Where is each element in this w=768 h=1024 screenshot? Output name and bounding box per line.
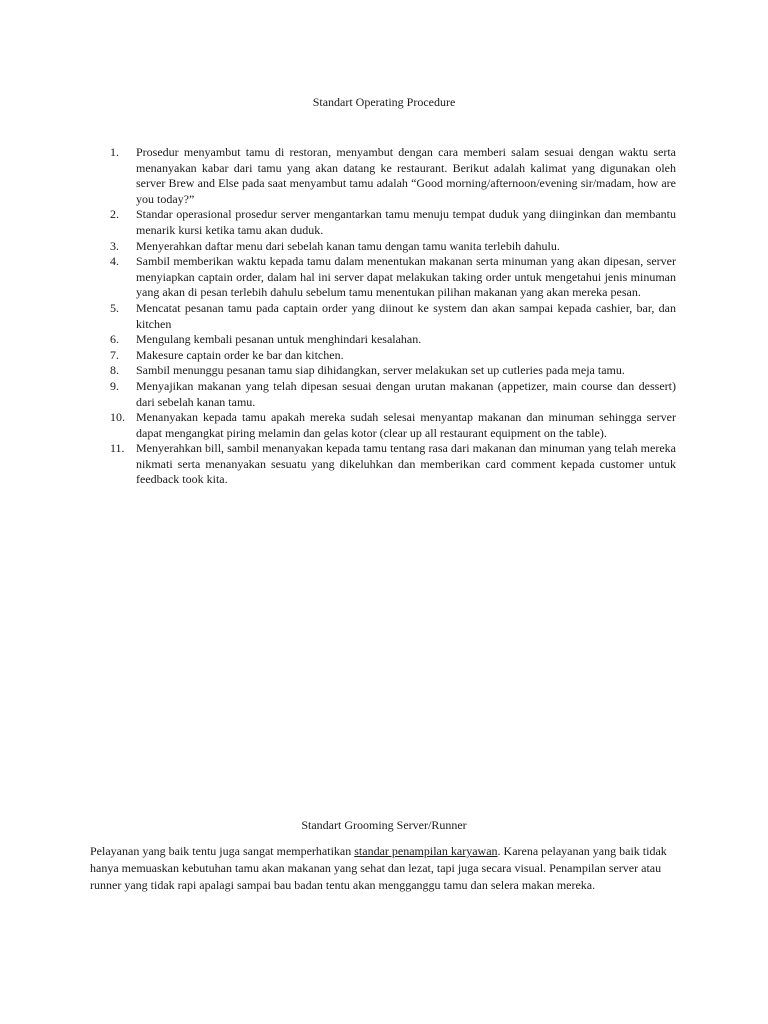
- sop-item-text: Sambil memberikan waktu kepada tamu dalam menentukan makanan serta minuman yang akan dipesan, server menyiapkan captain order, dalam hal ini server dapat melakukan taking order untuk mengetahui jenis minuman yang akan di pesan terlebih dahulu sebelum tamu menentukan pilihan makanan yang akan mereka pesan.: [136, 254, 676, 300]
- sop-item-text: Sambil menunggu pesanan tamu siap dihidangkan, server melakukan set up cutleries pada meja tamu.: [136, 363, 625, 378]
- sop-item-11: [110, 441, 676, 488]
- sop-item-number: 3.: [110, 238, 119, 253]
- sop-item-number: 5.: [110, 300, 119, 315]
- sop-item-text: Menanyakan kepada tamu apakah mereka sudah selesai menyantap makanan dan minuman sehingga server dapat mengangkat piring melamin dan gelas kotor (clear up all restaurant equipment on the table).: [136, 410, 676, 440]
- grooming-title: Standart Grooming Server/Runner: [301, 818, 467, 832]
- sop-item-5: [110, 300, 676, 332]
- sop-item-number: 10.: [110, 410, 125, 425]
- grooming-text-start: Pelayanan yang baik tentu juga sangat memperhatikan: [90, 844, 355, 858]
- sop-item-1: [110, 145, 676, 207]
- sop-item-10: [110, 410, 676, 441]
- sop-item-text: Menyerahkan daftar menu dari sebelah kanan tamu dengan tamu wanita terlebih dahulu.: [136, 238, 560, 253]
- sop-item-text: Mengulang kembali pesanan untuk menghindari kesalahan.: [136, 332, 422, 347]
- sop-item-number: 2.: [110, 207, 119, 222]
- sop-item-text: Menyerahkan bill, sambil menanyakan kepada tamu tentang rasa dari makanan dan minuman yang telah mereka nikmati serta menanyakan sesuatu yang dikeluhkan dan memberikan card comment kepada customer untuk feedback took kita.: [136, 441, 676, 487]
- sop-item-text: Standar operasional prosedur server mengantarkan tamu menuju tempat duduk yang diinginkan dan membantu menarik kursi ketika tamu akan duduk.: [136, 207, 676, 237]
- sop-title: Standart Operating Procedure: [312, 95, 456, 109]
- grooming-text-end: . Karena pelayanan yang baik tidak hanya memuaskan kebutuhan tamu akan makanan yang sehat dan lezat, tapi juga secara visual. Penampilan server atau runner yang tidak rapi apalagi sampai bau badan tentu akan mengganggu tamu dan selera makan mereka.: [90, 844, 667, 892]
- sop-item-7: [110, 347, 676, 364]
- sop-item-3: [110, 238, 676, 255]
- grooming-underlined-phrase: standar penampilan karyawan: [354, 844, 498, 858]
- sop-item-8: [110, 363, 676, 379]
- sop-item-number: 8.: [110, 363, 119, 378]
- sop-item-number: 9.: [110, 378, 119, 393]
- sop-item-6: [110, 332, 676, 348]
- sop-item-number: 11.: [110, 441, 125, 456]
- sop-item-text: Menyajikan makanan yang telah dipesan sesuai dengan urutan makanan (appetizer, main course dan dessert) dari sebelah kanan tamu.: [136, 378, 676, 409]
- sop-item-9: [110, 378, 676, 410]
- sop-item-2: [110, 207, 676, 238]
- sop-item-number: 4.: [110, 254, 119, 269]
- sop-list: [110, 145, 676, 488]
- grooming-paragraph: [90, 843, 682, 894]
- sop-item-text: Prosedur menyambut tamu di restoran, menyambut dengan cara memberi salam sesuai dengan waktu serta menanyakan kabar dari tamu yang akan datang ke restaurant. Berikut adalah kalimat yang digunakan oleh server Brew and Else pada saat menyambut tamu adalah “Good morning/afternoon/evening sir/madam, how are you today?”: [136, 145, 676, 206]
- sop-item-number: 7.: [110, 347, 119, 362]
- sop-item-text: Mencatat pesanan tamu pada captain order yang diinout ke system dan akan sampai kepada cashier, bar, dan kitchen: [136, 300, 676, 331]
- sop-item-number: 6.: [110, 332, 119, 347]
- sop-item-number: 1.: [110, 145, 119, 159]
- sop-item-4: [110, 254, 676, 301]
- sop-item-text: Makesure captain order ke bar dan kitchen.: [136, 347, 344, 362]
